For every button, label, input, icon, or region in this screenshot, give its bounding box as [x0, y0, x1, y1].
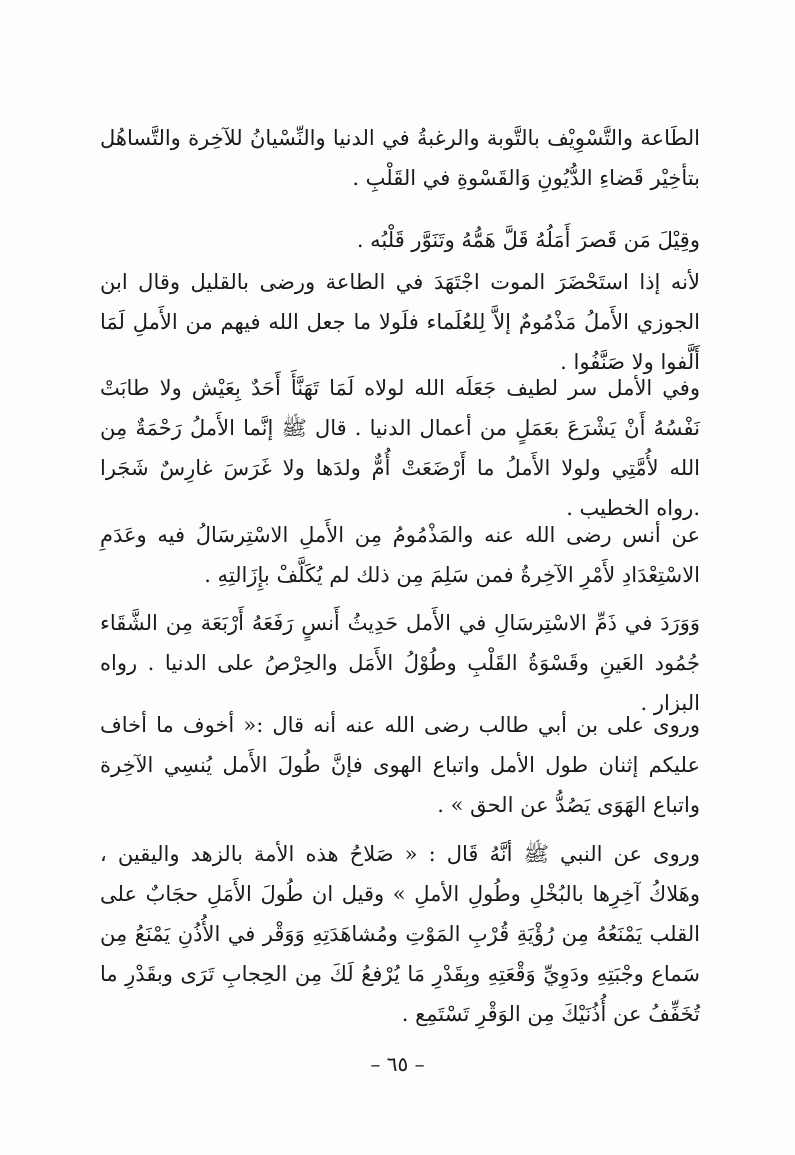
- page-number: – ٦٥ –: [370, 1052, 425, 1076]
- paragraph-7: وروى على بن أبي طالب رضى الله عنه أنه قال :« أخوف ما أخاف عليكم إثنان طول الأمل واتباع الهوى فإنَّ طُولَ الأَمل يُنسِي الآخِرة واتباع الهَوَى يَصُدُّ عن الحق » .: [100, 713, 700, 817]
- paragraph-5: عن أنس رضى الله عنه والمَذْمُومُ مِن الأَملِ الاسْتِرسَالُ فيه وعَدَمِ الاسْتِعْدَادِ لأَمْرِ الآخِرةُ فمن سَلِمَ مِن ذلك لم يُكَلَّفْ بإِزَالتِهِ .: [100, 523, 700, 587]
- paragraph-1: الطَاعة والتَّسْوِيْف بالتَّوبة والرغبةُ في الدنيا والنِّسْيانُ للآخِرة والتَّساهُل بتأخِيْر قَضاءِ الدُّيُونِ وَالقَسْوةِ في القَلْبِ .: [100, 126, 700, 190]
- paragraph-4: وفي الأمل سر لطيف جَعَلَه الله لولاه لَمَا تَهَنَّأَ أَحَدٌ بِعَيْش ولا طابَتْ نَفْسُهُ أَنْ يَشْرَعَ بعَمَلٍ من أعمال الدنيا . قال ﷺ إنَّما الأَملُ رَحْمَةٌ مِن الله لأُمَّتِي ولولا الأَملُ ما أَرْضَعَتْ أُمٌّ ولدَها ولا غَرَسَ غارِسٌ شَجَرا .رواه الخطيب .: [100, 376, 700, 520]
- paragraph-2: وقِيْلَ مَن قَصرَ أَمَلُهُ قَلَّ هَمُّهُ وتَنَوَّر قَلْبُه .: [356, 228, 700, 252]
- paragraph-8: وروى عن النبي ﷺ أنَّهُ قَال : « صَلاحُ هذه الأمة بالزهد واليقين ، وهَلاكُ آخِرِها بالبُخْلِ وطُولِ الأملِ » وقيل ان طُولَ الأَمَلِ حجَابٌ على القلب يَمْنَعُهُ مِن رُؤْيَةِ قُرْبِ المَوْتِ ومُشاهَدَتِهِ وَوَقْر في الأُذُنِ يَمْنَعُ مِن سَماع وجْبَتِهِ ودَوِيِّ وَقْعَتِهِ وبِقَدْرِ مَا يُرْفعُ لَكَ مِن الحِجابِ تَرَى وبقَدْرِ ما تُخَفِّفُ عن أُذُنَيْكَ مِن الوَقْرِ تَسْتَمِع .: [100, 842, 700, 1026]
- paragraph-6: وَوَرَدَ في ذَمِّ الاسْتِرسَالِ في الأَمل حَدِيثُ أَنسٍ رَفَعَهُ أَرْبَعَة مِن الشَّقَاء جُمُود العَينِ وقَسْوَةُ القَلْبِ وطُوْلُ الأَمَل والحِرْصُ على الدنيا . رواه البزار .: [100, 611, 700, 715]
- paragraph-3: لأنه إذا استَحْضَرَ الموت اجْتَهَدَ في الطاعة ورضى بالقليل وقال ابن الجوزي الأَملُ مَذْمُومٌ إلاَّ لِلعُلَماء فلَولا ما جعل الله فيهم من الأَملِ لَمَا أَلَّفوا ولا صَنَّفُوا .: [100, 270, 700, 374]
